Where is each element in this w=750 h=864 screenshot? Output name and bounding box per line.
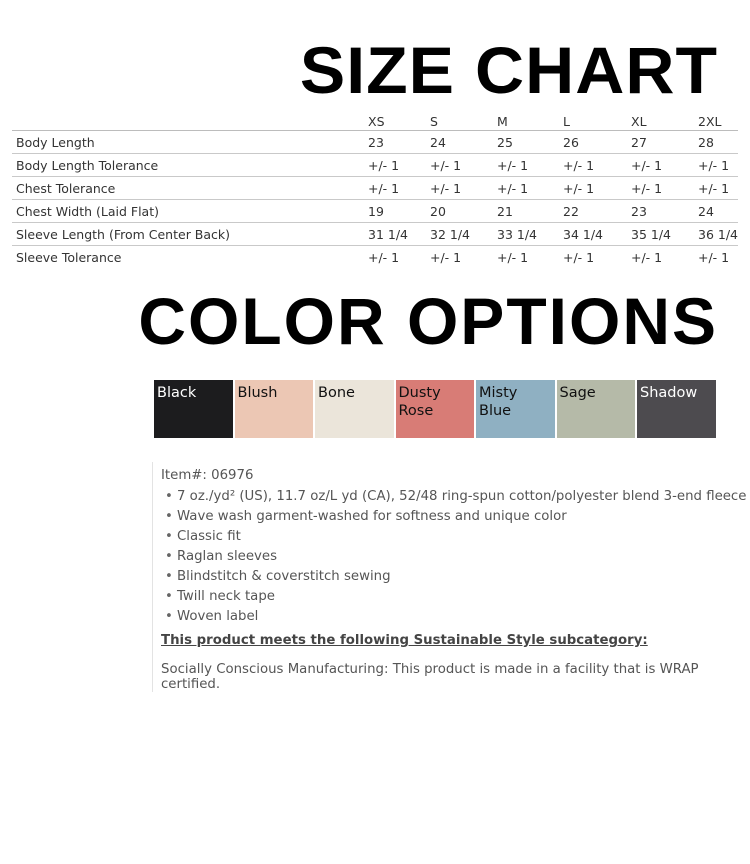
feature-item: • Woven label xyxy=(163,607,750,627)
color-swatch-label: Bone xyxy=(318,385,355,401)
measurement-value: 19 xyxy=(364,200,426,223)
size-row xyxy=(12,246,738,269)
measurement-value: +/- 1 xyxy=(364,154,426,177)
item-number: Item#: 06976 xyxy=(161,468,254,483)
measurement-value: 36 1/4 xyxy=(694,223,738,246)
measurement-value: 32 1/4 xyxy=(426,223,493,246)
measurement-value: 31 1/4 xyxy=(364,223,426,246)
measurement-value: 20 xyxy=(426,200,493,223)
size-header: L xyxy=(559,112,627,131)
measurement-value: 35 1/4 xyxy=(627,223,694,246)
size-row xyxy=(12,131,738,154)
size-row xyxy=(12,154,738,177)
size-header: XS xyxy=(364,112,426,131)
size-header: M xyxy=(493,112,559,131)
measurement-value: +/- 1 xyxy=(559,154,627,177)
header-blank xyxy=(12,112,364,131)
measurement-label: Chest Tolerance xyxy=(12,177,364,200)
feature-item: • Classic fit xyxy=(163,527,750,547)
measurement-value: +/- 1 xyxy=(426,177,493,200)
size-header: 2XL xyxy=(694,112,738,131)
measurement-label: Sleeve Length (From Center Back) xyxy=(12,223,364,246)
color-swatch-label: Shadow xyxy=(640,385,698,401)
measurement-value: 26 xyxy=(559,131,627,154)
measurement-label: Body Length Tolerance xyxy=(12,154,364,177)
measurement-value: 21 xyxy=(493,200,559,223)
measurement-value: 24 xyxy=(426,131,493,154)
color-swatch xyxy=(315,380,394,438)
measurement-value: +/- 1 xyxy=(694,154,738,177)
measurement-value: 23 xyxy=(627,200,694,223)
color-swatch-label: Sage xyxy=(559,385,596,401)
size-row xyxy=(12,200,738,223)
size-chart-title: SIZE CHART xyxy=(299,33,718,107)
size-row xyxy=(12,223,738,246)
color-swatch-label: Misty Blue xyxy=(479,385,518,419)
color-options-title: COLOR OPTIONS xyxy=(138,284,718,358)
measurement-value: +/- 1 xyxy=(493,154,559,177)
color-swatch xyxy=(396,380,475,438)
color-swatch xyxy=(476,380,555,438)
color-swatch xyxy=(235,380,314,438)
color-swatch-label: Black xyxy=(157,385,197,401)
measurement-value: +/- 1 xyxy=(631,249,663,265)
measurement-label: Chest Width (Laid Flat) xyxy=(12,200,364,223)
size-header: XL xyxy=(627,112,694,131)
feature-item: • Wave wash garment-washed for softness and unique color xyxy=(163,507,750,527)
color-swatch-label: Dusty Rose xyxy=(398,385,441,419)
measurement-value: 24 xyxy=(694,200,738,223)
color-swatch xyxy=(154,380,233,438)
product-description xyxy=(152,462,750,692)
measurement-value: +/- 1 xyxy=(364,177,426,200)
measurement-label: Body Length xyxy=(12,131,364,154)
measurement-value: 22 xyxy=(559,200,627,223)
measurement-value: 33 1/4 xyxy=(493,223,559,246)
measurement-value: 28 xyxy=(694,131,738,154)
measurement-value: +/- 1 xyxy=(368,249,400,265)
size-chart-table xyxy=(12,112,738,268)
subcategory-heading: This product meets the following Sustainable Style subcategory: xyxy=(161,633,648,648)
color-swatch xyxy=(557,380,636,438)
subcategory-note: Socially Conscious Manufacturing: This product is made in a facility that is WRAP certified. xyxy=(161,662,699,692)
measurement-value: 34 1/4 xyxy=(559,223,627,246)
measurement-value: +/- 1 xyxy=(627,154,694,177)
color-swatches xyxy=(154,380,716,438)
measurement-value: +/- 1 xyxy=(627,177,694,200)
feature-item: • 7 oz./yd² (US), 11.7 oz/L yd (CA), 52/48 ring-spun cotton/polyester blend 3-end fleece xyxy=(163,487,750,507)
measurement-value: +/- 1 xyxy=(563,249,595,265)
measurement-value: 25 xyxy=(493,131,559,154)
feature-item: • Raglan sleeves xyxy=(163,547,750,567)
measurement-value: +/- 1 xyxy=(559,177,627,200)
measurement-value: 27 xyxy=(627,131,694,154)
measurement-value: +/- 1 xyxy=(426,154,493,177)
size-header-row xyxy=(12,112,738,131)
measurement-value: +/- 1 xyxy=(430,249,462,265)
size-row xyxy=(12,177,738,200)
measurement-value: +/- 1 xyxy=(493,177,559,200)
measurement-value: +/- 1 xyxy=(497,249,529,265)
measurement-value: +/- 1 xyxy=(698,249,730,265)
measurement-value: +/- 1 xyxy=(694,177,738,200)
color-swatch xyxy=(637,380,716,438)
measurement-value: 23 xyxy=(364,131,426,154)
color-swatch-label: Blush xyxy=(237,385,278,401)
feature-list xyxy=(161,487,750,627)
feature-item: • Twill neck tape xyxy=(163,587,750,607)
size-header: S xyxy=(426,112,493,131)
measurement-label: Sleeve Tolerance xyxy=(16,249,122,265)
feature-item: • Blindstitch & coverstitch sewing xyxy=(163,567,750,587)
